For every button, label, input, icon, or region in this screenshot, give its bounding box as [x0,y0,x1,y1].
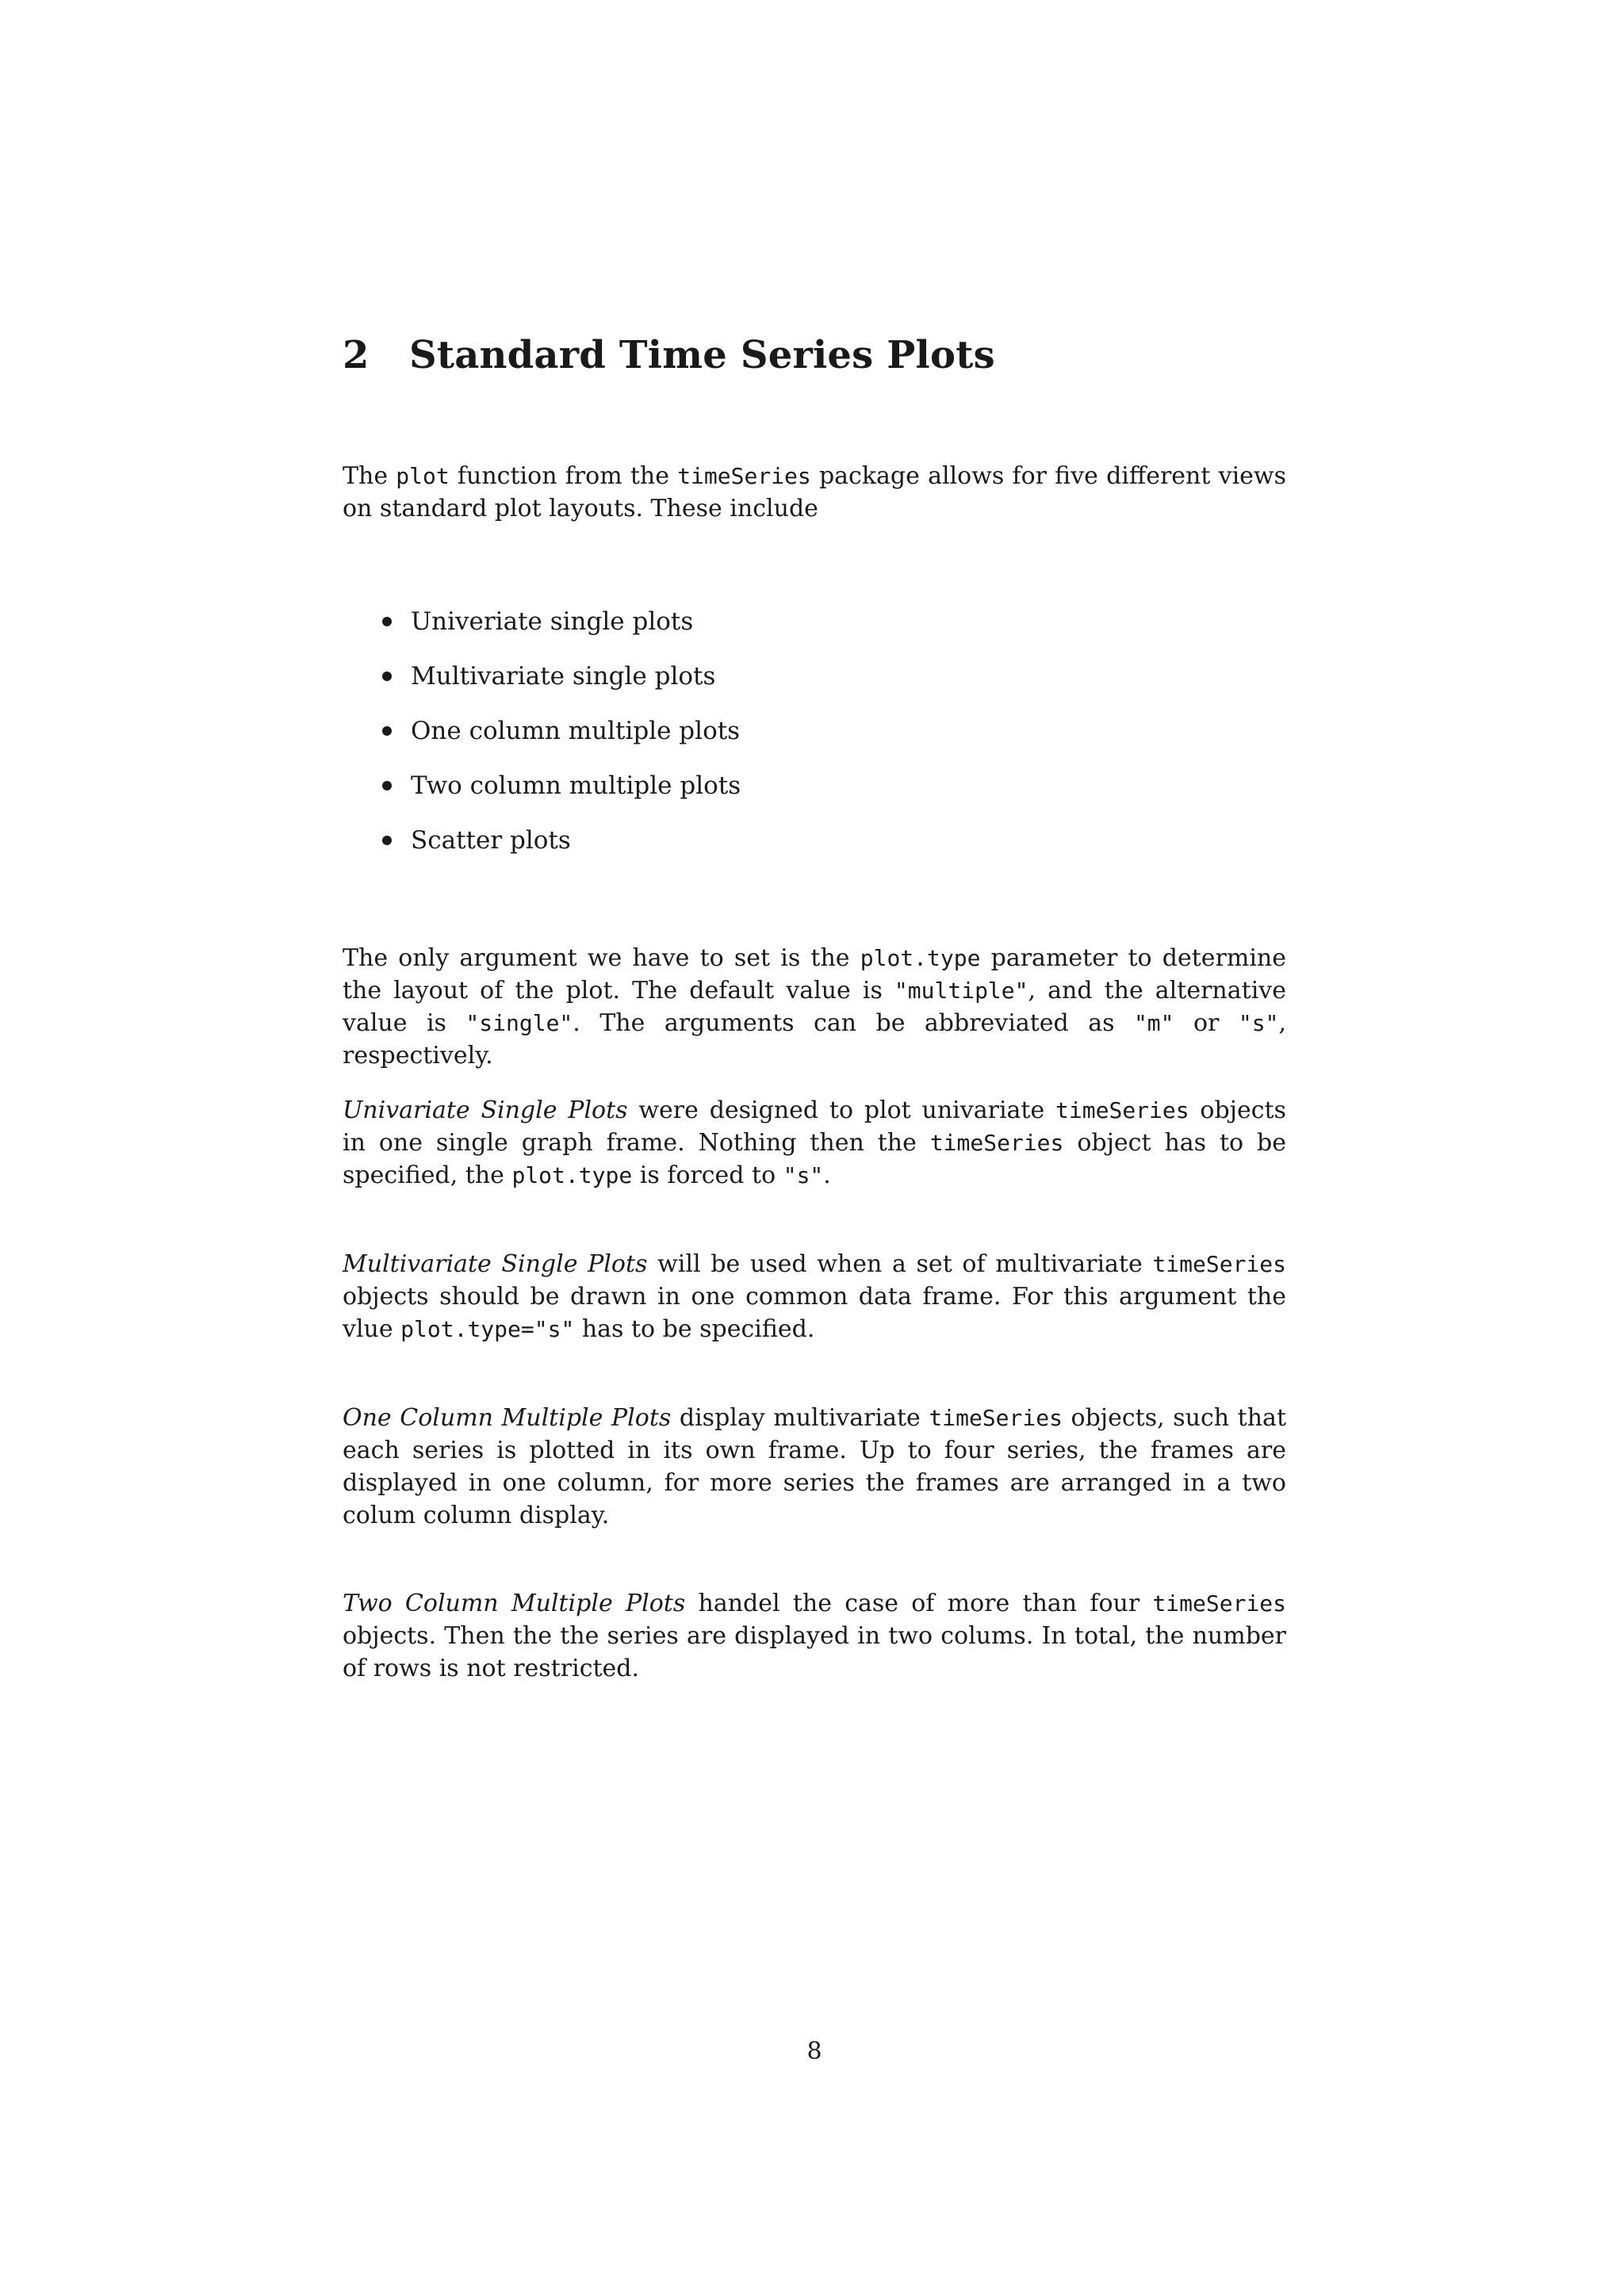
section-title: Standard Time Series Plots [409,333,995,377]
code-plot-type: plot.type [511,1162,633,1188]
text-run: display multivariate [671,1404,929,1432]
term-univariate-single-plots: Univariate Single Plots [343,1096,628,1124]
text-run: . [823,1161,831,1189]
bullet-icon [382,617,392,626]
bullet-icon [382,836,392,845]
code-timeseries: timeSeries [929,1405,1063,1431]
text-run: The only argument we have to set is the [343,944,860,972]
list-item-label: Scatter plots [411,826,571,855]
text-run: will be used when a set of multivariate [647,1250,1153,1278]
document-page [343,0,1286,2296]
text-run: objects in one single graph frame. Nothing then the [343,1096,1286,1157]
text-run: is forced to [632,1161,783,1189]
code-single: "single" [465,1010,573,1036]
text-run: parameter to determine the layout of the plot. The default value is [343,944,1286,1004]
list-item-label: Two column multiple plots [411,771,741,800]
text-run: object has to be specified, the [343,1129,1286,1189]
code-timeseries: timeSeries [677,463,811,489]
list-item-label: Multivariate single plots [411,662,716,691]
text-run: or [1174,1009,1239,1037]
text-run: . The arguments can be abbreviated as [573,1009,1134,1037]
bullet-icon [382,726,392,736]
text-run: , respectively. [343,1009,1286,1070]
intro-paragraph [343,460,1286,525]
code-timeseries: timeSeries [1055,1097,1189,1123]
list-item-label: Univeriate single plots [411,607,694,636]
text-run: objects, such that each series is plotted in its own frame. Up to four series, the frames are displayed in one column, for more series the frames are arranged in a two colum column display. [343,1404,1286,1529]
multivariate-paragraph [343,1248,1286,1345]
univariate-paragraph [343,1094,1286,1192]
list-item-label: One column multiple plots [411,717,741,745]
text-run: were designed to plot univariate [627,1096,1056,1124]
code-timeseries: timeSeries [1152,1251,1286,1277]
code-multiple: "multiple" [894,978,1028,1004]
list-item [382,715,741,748]
term-two-column-multiple-plots: Two Column Multiple Plots [343,1590,686,1617]
two-column-paragraph [343,1587,1286,1685]
code-timeseries: timeSeries [1152,1590,1286,1617]
term-one-column-multiple-plots: One Column Multiple Plots [343,1404,672,1432]
code-plot-type: plot.type [860,945,981,971]
section-number: 2 [343,333,370,377]
code-plot-type-s: plot.type="s" [400,1316,575,1342]
text-run: , and the alternative value is [343,977,1286,1037]
text-run: package allows for five different views on standard plot layouts. These include [343,462,1286,522]
text-run: handel the case of more than four [685,1590,1153,1617]
code-timeseries: timeSeries [929,1130,1064,1156]
list-item [382,825,741,857]
text-run: function from the [449,462,678,490]
plot-types-list [382,606,741,879]
page-number: 8 [806,2038,822,2065]
text-run: objects. Then the the series are displayed in two colums. In total, the number of rows is not restricted. [343,1622,1286,1682]
list-item [382,660,741,693]
text-run: has to be specified. [574,1315,815,1343]
list-item [382,770,741,802]
code-plot: plot [396,463,450,489]
list-item [382,606,741,638]
section-heading [343,331,995,379]
arguments-paragraph [343,942,1286,1072]
code-m: "m" [1133,1010,1174,1036]
text-run: objects should be drawn in one common data frame. For this argument the vlue [343,1283,1286,1343]
text-run: The [343,462,396,490]
code-s: "s" [783,1162,824,1188]
term-multivariate-single-plots: Multivariate Single Plots [343,1250,648,1278]
bullet-icon [382,781,392,790]
one-column-paragraph [343,1402,1286,1532]
code-s: "s" [1238,1010,1279,1036]
bullet-icon [382,672,392,681]
